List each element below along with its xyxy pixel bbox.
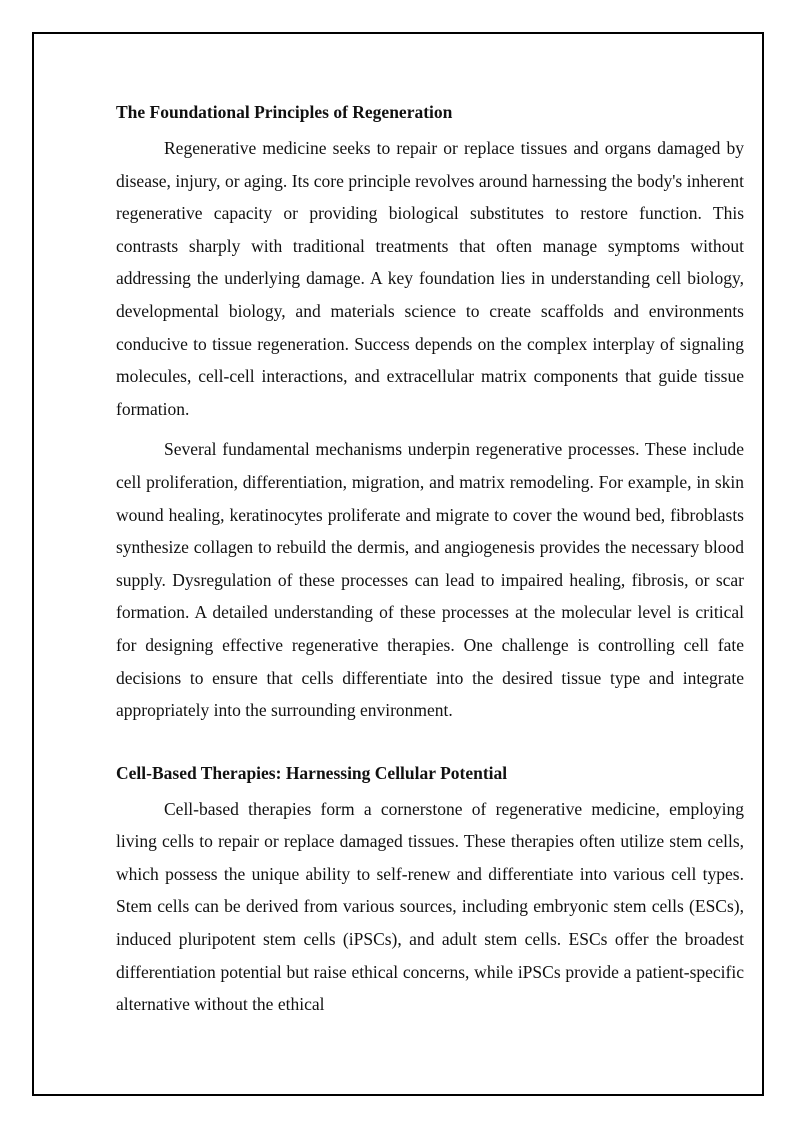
section-foundational-principles (116, 100, 744, 727)
paragraph: Cell-based therapies form a cornerstone of regenerative medicine, employing living cells to repair or replace damaged tissues. These therapies often utilize stem cells, which possess the unique ability to self-renew and differentiate into various cell types. Stem cells can be derived from various sources, including embryonic stem cells (ESCs), induced pluripotent stem cells (iPSCs), and adult stem cells. ESCs offer the broadest differentiation potential but raise ethical concerns, while iPSCs provide a patient-specific alternative without the ethical (116, 798, 744, 1015)
paragraph: Regenerative medicine seeks to repair or replace tissues and organs damaged by disease, injury, or aging. Its core principle revolves around harnessing the body's inherent regenerative capacity or providing biological substitutes to restore function. This contrasts sharply with traditional treatments that often manage symptoms without addressing the underlying damage. A key foundation lies in understanding cell biology, developmental biology, and materials science to create scaffolds and environments conducive to tissue regeneration. Success depends on the complex interplay of signaling molecules, cell-cell interactions, and extracellular matrix components that guide tissue formation. (116, 138, 744, 419)
page-border (32, 32, 764, 1096)
document-body (116, 100, 744, 1029)
paragraph: Several fundamental mechanisms underpin regenerative processes. These include cell proliferation, differentiation, migration, and matrix remodeling. For example, in skin wound healing, keratinocytes proliferate and migrate to cover the wound bed, fibroblasts synthesize collagen to rebuild the dermis, and angiogenesis provides the necessary blood supply. Dysregulation of these processes can lead to impaired healing, fibrosis, or scar formation. A detailed understanding of these processes at the molecular level is critical for designing effective regenerative therapies. One challenge is controlling cell fate decisions to ensure that cells differentiate into the desired tissue type and integrate appropriately into the surrounding environment. (116, 439, 744, 721)
section-heading: The Foundational Principles of Regeneration (116, 102, 453, 122)
section-cell-based-therapies (116, 761, 744, 1021)
section-heading: Cell-Based Therapies: Harnessing Cellular Potential (116, 762, 508, 783)
